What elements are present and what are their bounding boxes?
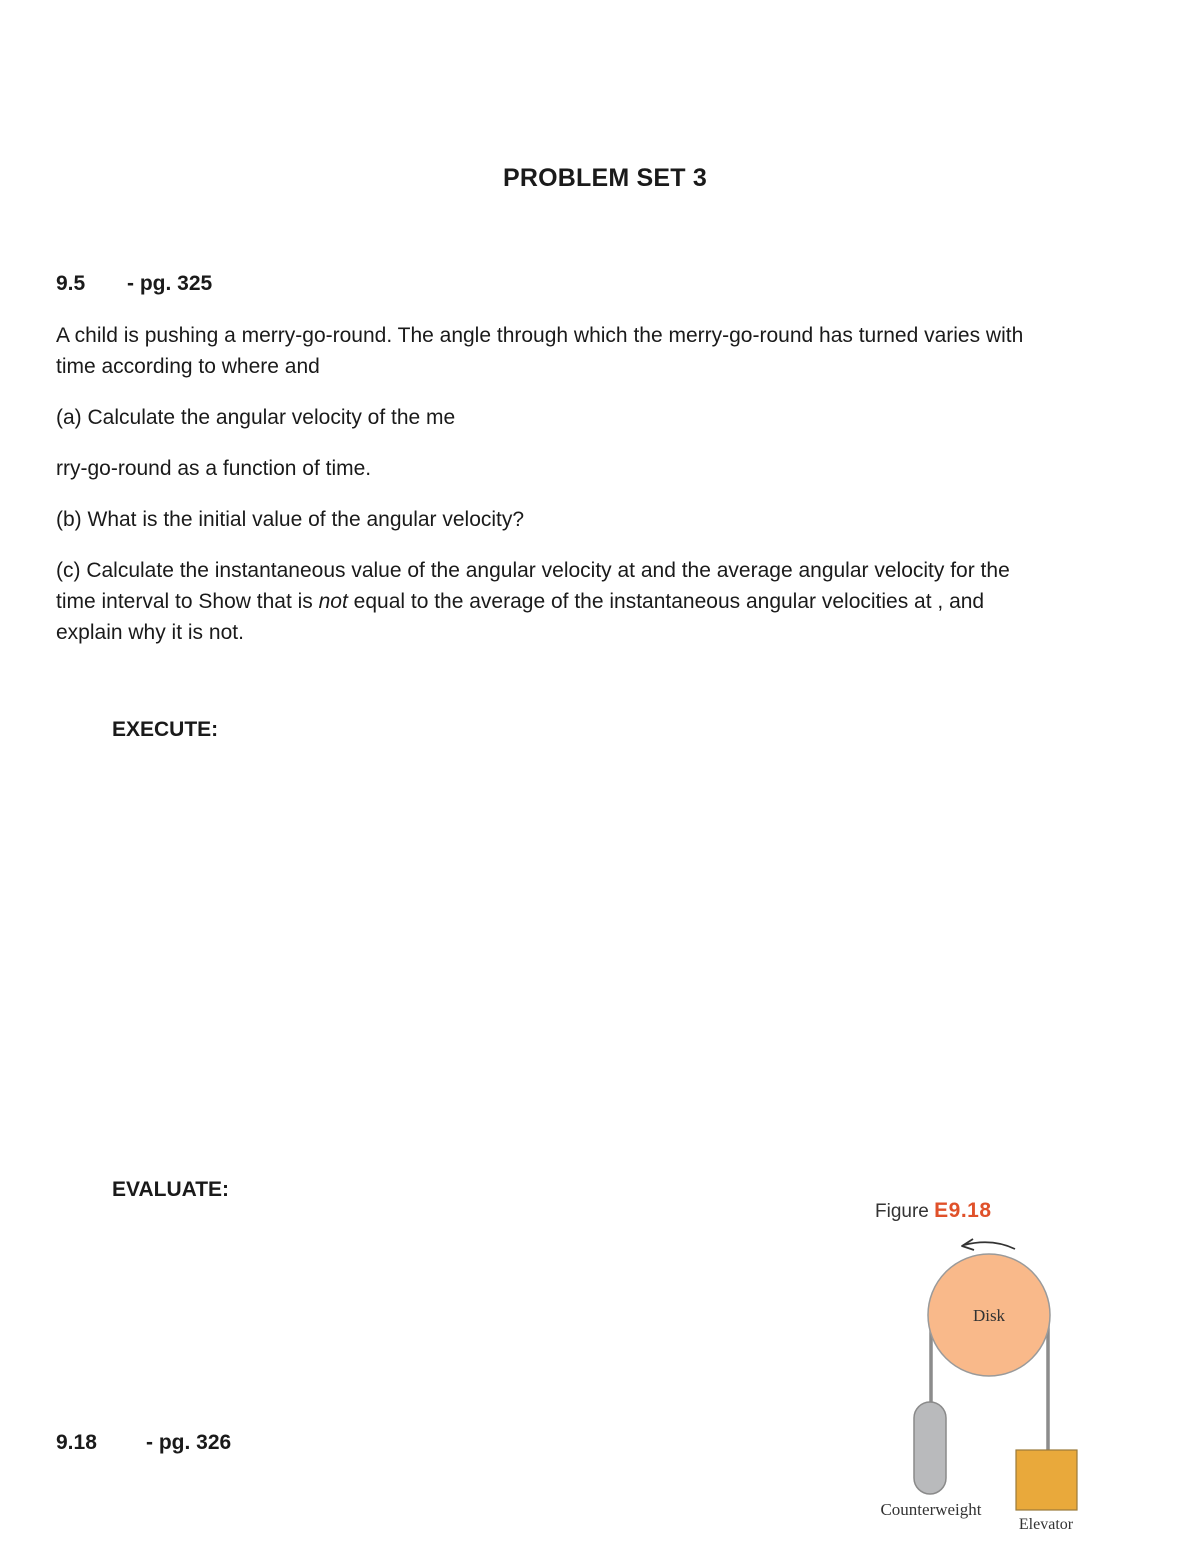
- part-b-text: (b) What is the initial value of the angular velocity?: [56, 508, 525, 531]
- figure-caption-prefix: Figure: [875, 1201, 929, 1222]
- elevator-box: [1016, 1450, 1077, 1510]
- problem-intro-line-1: A child is pushing a merry-go-round. The angle through which the merry-go-round has turned varies with: [56, 324, 1024, 347]
- part-c-line-1: (c) Calculate the instantaneous value of the angular velocity at and the average angular velocity for the: [56, 559, 1010, 582]
- part-c-emphasis: not: [318, 590, 348, 613]
- figure-caption: [875, 1199, 992, 1223]
- problem-number-2: 9.18: [56, 1431, 97, 1454]
- disk-label: Disk: [972, 1306, 1006, 1325]
- problem-intro-line-2: time according to where and: [56, 355, 320, 378]
- problem-number: 9.5: [56, 272, 86, 295]
- part-a-continuation: rry-go-round as a function of time.: [56, 457, 372, 480]
- elevator-label: Elevator: [1018, 1516, 1074, 1533]
- counterweight-label: Counterweight: [880, 1500, 982, 1519]
- part-c-line-2-start: time interval to Show that is: [56, 590, 319, 613]
- elevator-pulley-diagram: [860, 1230, 1100, 1550]
- part-a-text: (a) Calculate the angular velocity of the me: [56, 406, 456, 429]
- evaluate-label: EVALUATE:: [112, 1178, 230, 1201]
- problem-page-ref-2: - pg. 326: [146, 1431, 232, 1454]
- problem-page-ref: - pg. 325: [127, 272, 213, 295]
- execute-label: EXECUTE:: [112, 718, 219, 741]
- counterweight: [914, 1402, 946, 1494]
- part-c-line-3: explain why it is not.: [56, 621, 244, 644]
- figure-number: E9.18: [934, 1199, 992, 1222]
- page-title: PROBLEM SET 3: [502, 164, 708, 192]
- part-c-line-2: [56, 586, 984, 617]
- part-c-line-2-end: equal to the average of the instantaneous angular velocities at , and: [347, 590, 985, 613]
- rotation-arrow-icon: [962, 1239, 1015, 1250]
